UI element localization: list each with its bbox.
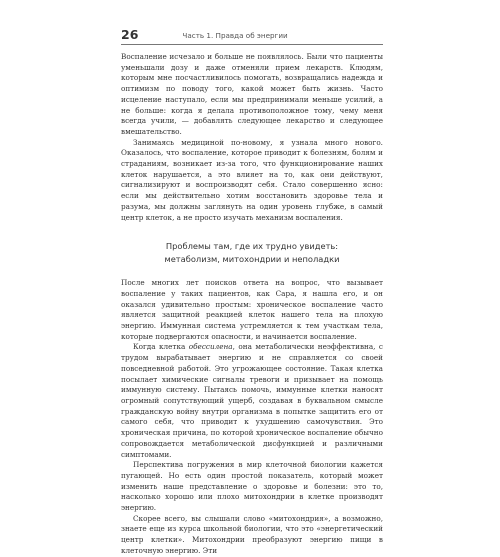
paragraph-with-italic — [121, 342, 383, 460]
paragraph-text: Когда клетка — [133, 342, 189, 352]
page-number: 26 — [121, 27, 139, 42]
paragraph: Занимаясь медициной по-новому, я узнала много нового. Оказалось, что воспаление, которое приводит к болезням, болям и страданиям, возникает из-за того, что функционирование наших клеток нарушается, а это влияет на то, как они действуют, сигнализируют и воспроизводят себя. Стало совершенно ясно: если мы действительно хотим восстановить здоровье тела и разума, мы должны заглянуть на один уровень глубже, в самый центр клеток, а не просто изучать механизм воспаления. — [121, 137, 383, 222]
header-rule — [121, 44, 383, 45]
paragraph: Воспаление исчезало и больше не появлялось. Были что пациенты уменьшали дозу и даже отменяли прием лекарств. Клюдям, которым мне посчастливилось помогать, возвращались надежда и оптимизм по поводу того, какой может быть жизнь. Часто исцеление наступало, если мы предпринимали меньше усилий, а не больше: когда я делала противоположное тому, чему меня всегда учили, — добавлять следующее лекарство и следующее вмешательство. — [121, 52, 383, 136]
section-heading-line-1: Проблемы там, где их трудно увидеть: — [165, 241, 339, 252]
paragraph: Перспектива погружения в мир клеточной биологии кажется пугающей. Но есть один простой показатель, который может изменить наше представление о здоровье и болезни: это то, насколько хорошо или плохо митохондрии в клетке производят энергию. — [121, 460, 383, 513]
paragraph-text: , она метаболически неэффективна, с трудом вырабатывает энергию и не справляется со своей повседневной работой. Это угрожающее состояние. Такая клетка посылает химические сигналы тревоги и призывает на помощь иммунную систему. Пытаясь помочь, иммунные клетки наносят огромный сопутствующий ущерб, создавая в буквальном смысле гражданскую войну внутри организма в попытке защитить его от самого себя, что приводит к ухудшению самочувствия. Это хроническая причина, по которой хроническое воспаление обычно сопровождается метаболической дисфункцией и различными симптомами. — [121, 342, 383, 459]
page-header — [121, 26, 383, 42]
paragraph: Скорее всего, вы слышали слово «митохондрия», а возможно, знаете еще из курса школьной биологии, что это «энергетический центр клетки». Митохондрии преобразуют энергию пищи в клеточную энергию. Эти — [121, 513, 383, 555]
section-heading-line-2: метаболизм, митохондрии и неполадки — [164, 254, 340, 265]
section-heading — [121, 240, 383, 266]
running-head: Часть 1. Правда об энергии — [182, 31, 288, 40]
italic-term: обессилена — [188, 342, 233, 352]
page-body — [121, 52, 383, 557]
paragraph: После многих лет поисков ответа на вопрос, что вызывает воспаление у таких пациентов, как Сара, я нашла его, и он оказался удивительно простым: хроническое воспаление часто является защитной реакцией клеток нашего тела на плохую энергию. Иммунная система устремляется к тем участкам тела, которые подвергаются опасности, и начинается воспаление. — [121, 278, 383, 341]
